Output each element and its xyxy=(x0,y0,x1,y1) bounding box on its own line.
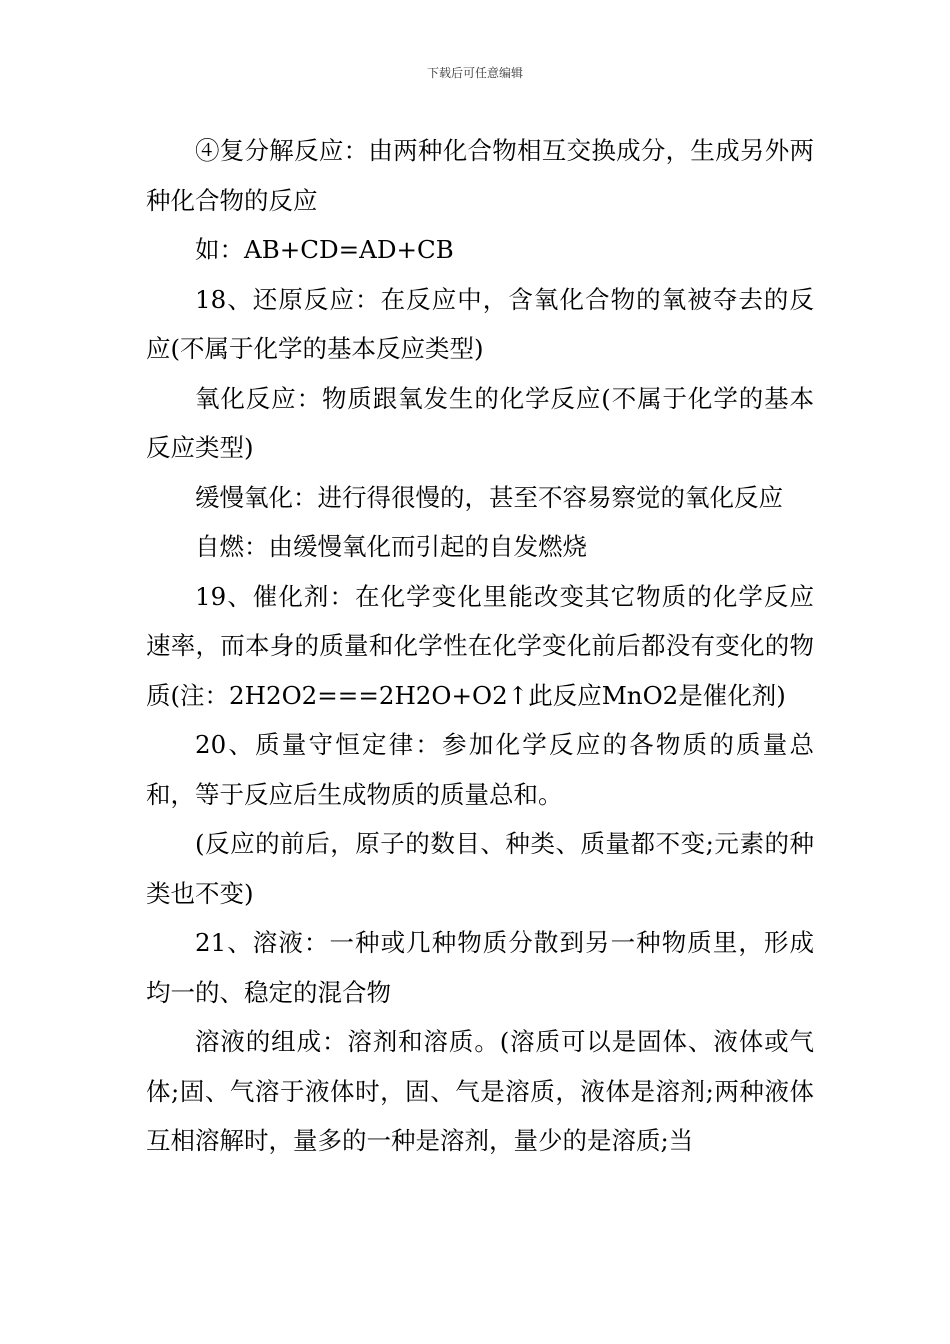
paragraph-conservation-of-mass: 20、质量守恒定律：参加化学反应的各物质的质量总和，等于反应后生成物质的质量总和。 xyxy=(146,730,814,809)
paragraph-solution-definition: 21、溶液：一种或几种物质分散到另一种物质里，形成均一的、稳定的混合物 xyxy=(146,928,814,1007)
paragraph-conservation-note: (反应的前后，原子的数目、种类、质量都不变;元素的种类也不变) xyxy=(146,829,814,908)
paragraph-double-decomposition: ④复分解反应：由两种化合物相互交换成分，生成另外两种化合物的反应 xyxy=(146,136,814,215)
paragraph-oxidation-reaction: 氧化反应：物质跟氧发生的化学反应(不属于化学的基本反应类型) xyxy=(146,383,814,462)
document-body xyxy=(146,126,814,1166)
paragraph-example-formula: 如：AB+CD=AD+CB xyxy=(195,235,454,264)
paragraph-spontaneous-combustion: 自燃：由缓慢氧化而引起的自发燃烧 xyxy=(195,532,587,561)
paragraph-reduction-reaction: 18、还原反应：在反应中，含氧化合物的氧被夺去的反应(不属于化学的基本反应类型) xyxy=(146,284,814,363)
paragraph-catalyst: 19、催化剂：在化学变化里能改变其它物质的化学反应速率，而本身的质量和化学性在化学变化前后都没有变化的物质(注：2H2O2===2H2O+O2↑此反应MnO2是催化剂) xyxy=(146,581,814,710)
page-header: 下载后可任意编辑 xyxy=(426,66,523,80)
paragraph-slow-oxidation: 缓慢氧化：进行得很慢的，甚至不容易察觉的氧化反应 xyxy=(195,482,783,512)
paragraph-solution-composition: 溶液的组成：溶剂和溶质。(溶质可以是固体、液体或气体;固、气溶于液体时，固、气是溶质，液体是溶剂;两种液体互相溶解时，量多的一种是溶剂，量少的是溶质;当 xyxy=(146,1027,814,1155)
